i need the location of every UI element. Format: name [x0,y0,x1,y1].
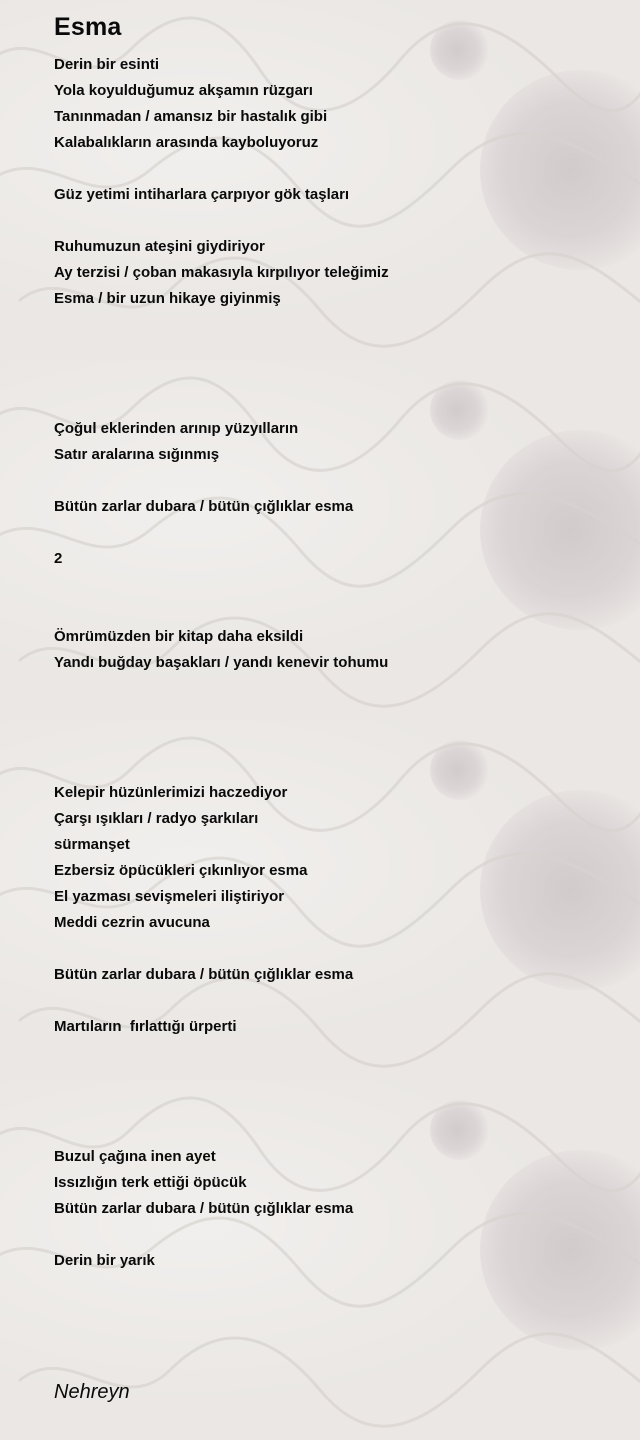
poem-line: Çarşı ışıkları / radyo şarkıları [54,810,259,827]
poem-line: Ay terzisi / çoban makasıyla kırpılıyor teleğimiz [54,264,389,281]
poem-line: sürmanşet [54,836,130,853]
stanza-gap [54,1092,614,1118]
poem-line: Bütün zarlar dubara / bütün çığlıklar esma [54,966,354,983]
stanza-gap [54,676,614,702]
stanza-gap [54,728,614,754]
poem-content [54,12,614,1274]
poem-line: Kelepir hüzünlerimizi haczediyor [54,784,288,801]
poem-line: 2 [54,550,63,567]
poem-line: Buzul çağına inen ayet [54,1148,216,1165]
stanza-gap [54,364,614,390]
poem-line: Derin bir yarık [54,1252,155,1269]
poem-line: Satır aralarına sığınmış [54,446,220,463]
poem-body [54,52,614,1274]
poem-line: Esma / bir uzun hikaye giyinmiş [54,290,281,307]
stanza-gap [54,468,614,494]
poem-line: Güz yetimi intiharlara çarpıyor gök taşları [54,186,350,203]
poem-line: Martıların fırlattığı ürperti [54,1018,237,1035]
poem-author: Nehreyn [54,1381,130,1403]
stanza-gap [54,1118,614,1144]
stanza-gap [54,1066,614,1092]
stanza-gap [54,156,614,182]
poem-line: Meddi cezrin avucuna [54,914,210,931]
stanza-gap [54,702,614,728]
stanza-gap [54,572,614,598]
stanza-gap [54,936,614,962]
poem-line: Ruhumuzun ateşini giydiriyor [54,238,265,255]
poem-line: Çoğul eklerinden arınıp yüzyılların [54,420,299,437]
poem-line: Yandı buğday başakları / yandı kenevir tohumu [54,654,389,671]
poem-line: Ezbersiz öpücükleri çıkınlıyor esma [54,862,308,879]
stanza-gap [54,520,614,546]
poem-line: Issızlığın terk ettiği öpücük [54,1174,247,1191]
stanza-gap [54,1222,614,1248]
stanza-gap [54,988,614,1014]
stanza-gap [54,338,614,364]
stanza-gap [54,598,614,624]
stanza-gap [54,208,614,234]
poem-line: Kalabalıkların arasında kayboluyoruz [54,134,319,151]
poem-line: Ömrümüzden bir kitap daha eksildi [54,628,304,645]
poem-line: Bütün zarlar dubara / bütün çığlıklar esma [54,1200,354,1217]
poem-line: Tanınmadan / amansız bir hastalık gibi [54,108,328,125]
poem-line: Derin bir esinti [54,56,160,73]
poem-title: Esma [54,13,122,41]
poem-line: El yazması sevişmeleri iliştiriyor [54,888,285,905]
stanza-gap [54,1040,614,1066]
poem-line: Bütün zarlar dubara / bütün çığlıklar esma [54,498,354,515]
poem-line: Yola koyulduğumuz akşamın rüzgarı [54,82,313,99]
stanza-gap [54,754,614,780]
stanza-gap [54,312,614,338]
stanza-gap [54,390,614,416]
